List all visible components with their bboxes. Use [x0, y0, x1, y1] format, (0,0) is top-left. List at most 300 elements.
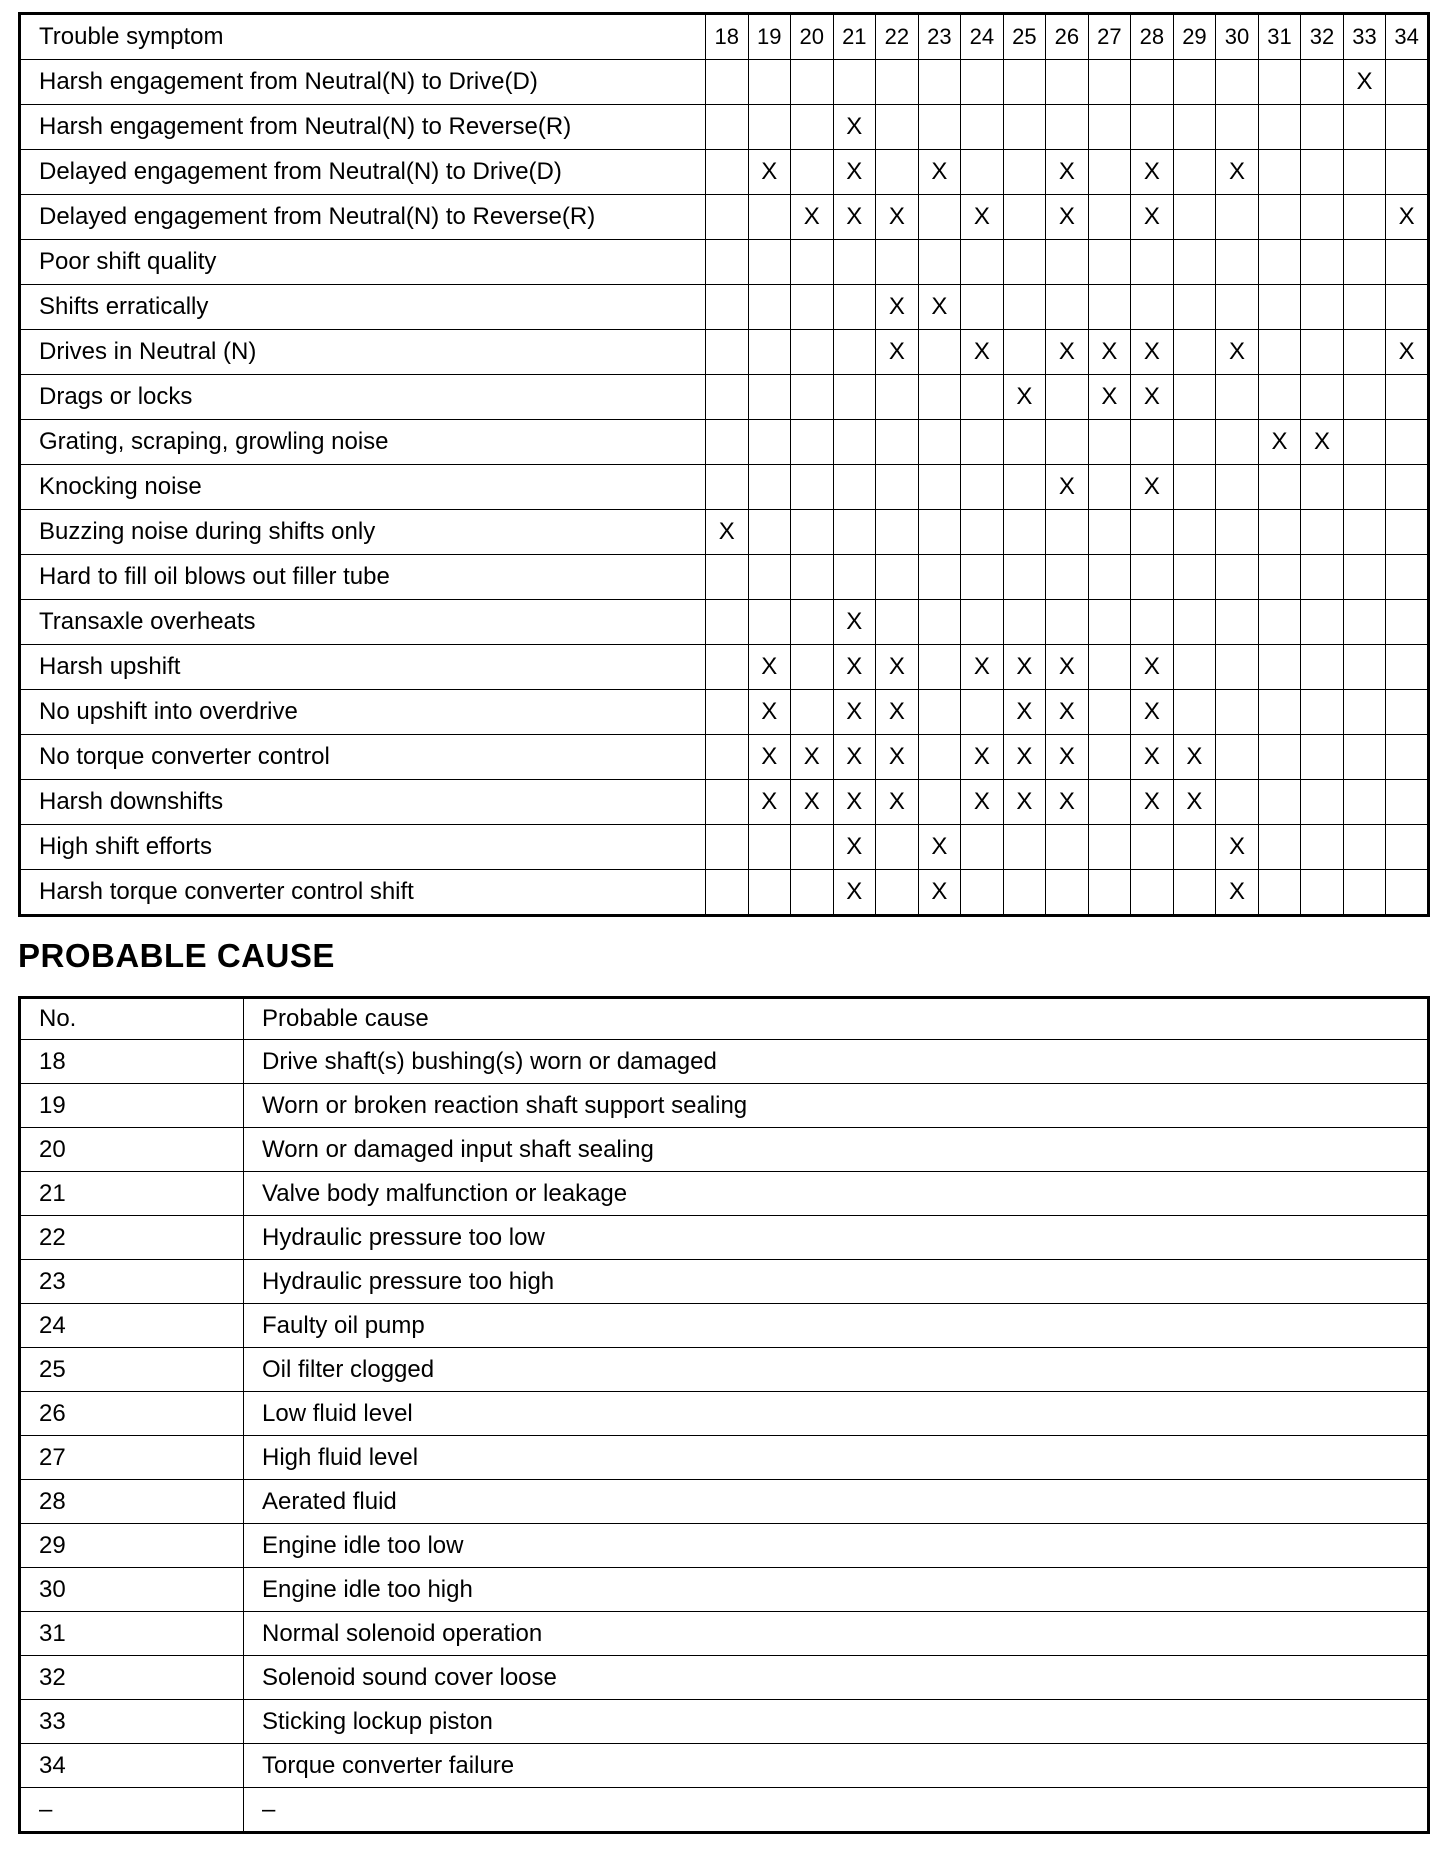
cause-mark-cell [1131, 510, 1174, 555]
cause-mark-cell: X [1003, 735, 1046, 780]
cause-mark-cell [1088, 420, 1131, 465]
cause-mark-cell: X [961, 735, 1004, 780]
cause-mark-cell [706, 375, 749, 420]
cause-description: Engine idle too low [244, 1524, 1429, 1568]
cause-mark-cell [1386, 825, 1429, 870]
cause-mark-cell: X [1301, 420, 1344, 465]
cause-mark-cell: X [876, 645, 919, 690]
cause-mark-cell [1088, 555, 1131, 600]
cause-mark-cell [791, 825, 834, 870]
cause-mark-cell [1301, 870, 1344, 916]
cause-mark-cell [1343, 825, 1386, 870]
cause-description: Hydraulic pressure too low [244, 1216, 1429, 1260]
cause-mark-cell [1216, 555, 1259, 600]
cause-description: Hydraulic pressure too high [244, 1260, 1429, 1304]
cause-mark-cell [1173, 510, 1216, 555]
cause-mark-cell [1386, 510, 1429, 555]
cause-mark-cell [791, 510, 834, 555]
cause-mark-cell [961, 420, 1004, 465]
cause-mark-cell [1173, 420, 1216, 465]
cause-mark-cell [918, 690, 961, 735]
symptom-label: Harsh torque converter control shift [20, 870, 706, 916]
cause-mark-cell [748, 420, 791, 465]
cause-mark-cell [1216, 465, 1259, 510]
cause-description: Low fluid level [244, 1392, 1429, 1436]
symptom-label: Delayed engagement from Neutral(N) to Drive(D) [20, 150, 706, 195]
cause-mark-cell: X [1046, 735, 1089, 780]
cause-mark-cell [1003, 510, 1046, 555]
symptom-label: Harsh downshifts [20, 780, 706, 825]
cause-row [20, 1348, 1429, 1392]
cause-description: Oil filter clogged [244, 1348, 1429, 1392]
cause-mark-cell: X [833, 780, 876, 825]
cause-description: Sticking lockup piston [244, 1700, 1429, 1744]
cause-mark-cell [1258, 375, 1301, 420]
cause-mark-cell [1003, 870, 1046, 916]
cause-mark-cell [1046, 240, 1089, 285]
cause-mark-cell [833, 465, 876, 510]
cause-mark-cell [1173, 825, 1216, 870]
cause-mark-cell [1088, 825, 1131, 870]
cause-mark-cell [1173, 555, 1216, 600]
cause-mark-cell [748, 870, 791, 916]
symptom-label: Harsh engagement from Neutral(N) to Reverse(R) [20, 105, 706, 150]
symptom-row [20, 870, 1429, 916]
cause-mark-cell [748, 375, 791, 420]
symptom-row [20, 150, 1429, 195]
cause-mark-cell [706, 870, 749, 916]
cause-mark-cell [1131, 105, 1174, 150]
cause-mark-cell [1258, 870, 1301, 916]
cause-mark-cell [706, 150, 749, 195]
cause-description: Faulty oil pump [244, 1304, 1429, 1348]
cause-mark-cell: X [791, 195, 834, 240]
cause-mark-cell [1003, 600, 1046, 645]
cause-row [20, 1788, 1429, 1833]
cause-mark-cell [748, 330, 791, 375]
cause-mark-cell [876, 240, 919, 285]
cause-mark-cell [791, 690, 834, 735]
cause-mark-cell [876, 600, 919, 645]
cause-header-row [20, 998, 1429, 1040]
cause-mark-cell [1003, 105, 1046, 150]
cause-mark-cell [791, 330, 834, 375]
symptom-label: Delayed engagement from Neutral(N) to Reverse(R) [20, 195, 706, 240]
cause-mark-cell: X [876, 690, 919, 735]
cause-mark-cell [1046, 600, 1089, 645]
cause-mark-cell [1131, 60, 1174, 105]
cause-column-header: 18 [706, 14, 749, 60]
cause-mark-cell [1343, 780, 1386, 825]
cause-mark-cell [918, 195, 961, 240]
cause-mark-cell [1216, 645, 1259, 690]
cause-mark-cell [918, 105, 961, 150]
cause-mark-cell: X [961, 195, 1004, 240]
cause-mark-cell [1003, 150, 1046, 195]
cause-row [20, 1040, 1429, 1084]
cause-mark-cell [1046, 105, 1089, 150]
cause-mark-cell: X [833, 150, 876, 195]
cause-mark-cell [1386, 690, 1429, 735]
cause-mark-cell [1258, 285, 1301, 330]
cause-mark-cell [833, 420, 876, 465]
cause-mark-cell [1258, 465, 1301, 510]
cause-mark-cell [1343, 645, 1386, 690]
cause-mark-cell: X [1131, 330, 1174, 375]
symptom-row [20, 375, 1429, 420]
cause-mark-cell [791, 375, 834, 420]
cause-mark-cell [1386, 465, 1429, 510]
cause-mark-cell [1343, 195, 1386, 240]
cause-column-header: 33 [1343, 14, 1386, 60]
cause-mark-cell [1301, 105, 1344, 150]
cause-number: 20 [20, 1128, 244, 1172]
cause-mark-cell [1216, 420, 1259, 465]
cause-mark-cell [748, 600, 791, 645]
cause-mark-cell [1131, 285, 1174, 330]
cause-mark-cell [1258, 690, 1301, 735]
cause-column-header: 25 [1003, 14, 1046, 60]
cause-mark-cell [1131, 420, 1174, 465]
cause-description-header: Probable cause [244, 998, 1429, 1040]
cause-mark-cell [706, 60, 749, 105]
cause-mark-cell [791, 465, 834, 510]
cause-row [20, 1656, 1429, 1700]
cause-mark-cell [706, 195, 749, 240]
cause-mark-cell: X [1003, 645, 1046, 690]
cause-mark-cell: X [706, 510, 749, 555]
cause-mark-cell [876, 105, 919, 150]
cause-mark-cell [961, 825, 1004, 870]
cause-mark-cell: X [1386, 195, 1429, 240]
symptom-label: Grating, scraping, growling noise [20, 420, 706, 465]
cause-mark-cell: X [1046, 195, 1089, 240]
cause-row [20, 1304, 1429, 1348]
cause-mark-cell [876, 510, 919, 555]
cause-mark-cell: X [961, 645, 1004, 690]
cause-column-header: 28 [1131, 14, 1174, 60]
cause-mark-cell [1088, 465, 1131, 510]
cause-mark-cell [1343, 465, 1386, 510]
cause-mark-cell: X [1131, 645, 1174, 690]
cause-mark-cell [1046, 825, 1089, 870]
cause-mark-cell: X [1343, 60, 1386, 105]
cause-mark-cell: X [1131, 735, 1174, 780]
cause-mark-cell [748, 195, 791, 240]
cause-mark-cell [1386, 870, 1429, 916]
cause-mark-cell: X [1088, 375, 1131, 420]
cause-mark-cell [748, 285, 791, 330]
cause-mark-cell: X [1046, 150, 1089, 195]
cause-mark-cell [1088, 510, 1131, 555]
cause-mark-cell [961, 375, 1004, 420]
cause-mark-cell [1173, 240, 1216, 285]
cause-mark-cell [1088, 735, 1131, 780]
cause-mark-cell [1088, 780, 1131, 825]
symptom-row [20, 555, 1429, 600]
cause-mark-cell [791, 240, 834, 285]
cause-mark-cell [1088, 645, 1131, 690]
cause-column-header: 34 [1386, 14, 1429, 60]
cause-mark-cell: X [1216, 150, 1259, 195]
cause-column-header: 19 [748, 14, 791, 60]
cause-column-header: 31 [1258, 14, 1301, 60]
cause-mark-cell: X [791, 735, 834, 780]
cause-mark-cell [706, 645, 749, 690]
symptom-row [20, 420, 1429, 465]
cause-mark-cell [791, 285, 834, 330]
cause-mark-cell [918, 375, 961, 420]
cause-mark-cell: X [833, 105, 876, 150]
cause-mark-cell: X [833, 870, 876, 916]
cause-row [20, 1524, 1429, 1568]
cause-mark-cell: X [1003, 690, 1046, 735]
cause-number: 31 [20, 1612, 244, 1656]
cause-mark-cell: X [876, 195, 919, 240]
cause-mark-cell [1046, 510, 1089, 555]
cause-mark-cell [1258, 825, 1301, 870]
trouble-symptom-header: Trouble symptom [20, 14, 706, 60]
cause-mark-cell [1131, 825, 1174, 870]
cause-mark-cell: X [918, 285, 961, 330]
cause-mark-cell [1343, 150, 1386, 195]
cause-mark-cell [961, 465, 1004, 510]
cause-mark-cell: X [1131, 465, 1174, 510]
cause-column-header: 30 [1216, 14, 1259, 60]
symptom-label: Hard to fill oil blows out filler tube [20, 555, 706, 600]
cause-mark-cell: X [918, 150, 961, 195]
cause-mark-cell [1301, 555, 1344, 600]
cause-mark-cell: X [1216, 870, 1259, 916]
cause-mark-cell [1386, 780, 1429, 825]
cause-description: Aerated fluid [244, 1480, 1429, 1524]
cause-mark-cell [706, 105, 749, 150]
cause-mark-cell [1046, 375, 1089, 420]
cause-mark-cell [1301, 645, 1344, 690]
cause-mark-cell [918, 555, 961, 600]
cause-mark-cell [1301, 510, 1344, 555]
cause-mark-cell [1301, 240, 1344, 285]
cause-mark-cell [1003, 330, 1046, 375]
cause-mark-cell: X [748, 780, 791, 825]
cause-number: 21 [20, 1172, 244, 1216]
cause-mark-cell: X [1131, 375, 1174, 420]
cause-mark-cell [1088, 60, 1131, 105]
cause-mark-cell [961, 150, 1004, 195]
probable-cause-table [18, 996, 1430, 1834]
cause-mark-cell: X [833, 690, 876, 735]
cause-mark-cell [1216, 600, 1259, 645]
cause-mark-cell [1343, 870, 1386, 916]
cause-mark-cell [1386, 60, 1429, 105]
cause-mark-cell [1046, 870, 1089, 916]
cause-row [20, 1128, 1429, 1172]
cause-mark-cell [1173, 330, 1216, 375]
cause-number: 26 [20, 1392, 244, 1436]
cause-mark-cell [1386, 420, 1429, 465]
symptom-label: Poor shift quality [20, 240, 706, 285]
cause-mark-cell [1386, 285, 1429, 330]
cause-mark-cell [706, 330, 749, 375]
cause-row [20, 1084, 1429, 1128]
cause-mark-cell [1173, 375, 1216, 420]
cause-mark-cell: X [833, 195, 876, 240]
cause-mark-cell [706, 780, 749, 825]
cause-mark-cell [918, 600, 961, 645]
cause-mark-cell [1258, 780, 1301, 825]
cause-mark-cell: X [876, 330, 919, 375]
cause-number: 22 [20, 1216, 244, 1260]
cause-mark-cell [1003, 240, 1046, 285]
cause-mark-cell [1301, 465, 1344, 510]
cause-mark-cell [791, 600, 834, 645]
cause-mark-cell [706, 690, 749, 735]
cause-mark-cell [706, 465, 749, 510]
cause-mark-cell [1258, 510, 1301, 555]
cause-mark-cell [1301, 690, 1344, 735]
cause-mark-cell [1258, 735, 1301, 780]
cause-mark-cell [1386, 645, 1429, 690]
cause-mark-cell [1343, 510, 1386, 555]
cause-mark-cell [706, 600, 749, 645]
cause-mark-cell [791, 870, 834, 916]
cause-mark-cell [1301, 330, 1344, 375]
cause-mark-cell: X [833, 825, 876, 870]
cause-mark-cell [1386, 375, 1429, 420]
cause-mark-cell [1301, 150, 1344, 195]
cause-mark-cell [1343, 240, 1386, 285]
cause-description: Valve body malfunction or leakage [244, 1172, 1429, 1216]
cause-mark-cell [1301, 780, 1344, 825]
symptom-label: Knocking noise [20, 465, 706, 510]
cause-mark-cell: X [833, 600, 876, 645]
cause-mark-cell [1258, 240, 1301, 285]
cause-mark-cell [1003, 420, 1046, 465]
cause-mark-cell [1216, 510, 1259, 555]
cause-mark-cell [961, 240, 1004, 285]
cause-mark-cell: X [748, 645, 791, 690]
cause-mark-cell: X [748, 150, 791, 195]
cause-mark-cell [1343, 285, 1386, 330]
cause-description: Drive shaft(s) bushing(s) worn or damaged [244, 1040, 1429, 1084]
cause-column-header: 24 [961, 14, 1004, 60]
cause-mark-cell [1301, 600, 1344, 645]
cause-mark-cell [706, 240, 749, 285]
cause-mark-cell: X [748, 735, 791, 780]
cause-column-header: 32 [1301, 14, 1344, 60]
symptom-row [20, 60, 1429, 105]
cause-mark-cell [1258, 150, 1301, 195]
cause-mark-cell [748, 825, 791, 870]
cause-mark-cell [706, 420, 749, 465]
cause-mark-cell: X [1131, 780, 1174, 825]
cause-mark-cell [1386, 555, 1429, 600]
cause-mark-cell: X [791, 780, 834, 825]
cause-mark-cell [833, 375, 876, 420]
cause-mark-cell [1003, 825, 1046, 870]
cause-mark-cell: X [1003, 780, 1046, 825]
cause-mark-cell [833, 240, 876, 285]
cause-mark-cell [1301, 195, 1344, 240]
cause-mark-cell [748, 60, 791, 105]
cause-mark-cell: X [1046, 780, 1089, 825]
cause-mark-cell [748, 465, 791, 510]
cause-mark-cell [1258, 60, 1301, 105]
cause-mark-cell [1046, 60, 1089, 105]
cause-number: 19 [20, 1084, 244, 1128]
cause-mark-cell [1046, 420, 1089, 465]
cause-mark-cell [1343, 420, 1386, 465]
cause-mark-cell [791, 150, 834, 195]
cause-mark-cell [706, 285, 749, 330]
symptom-row [20, 285, 1429, 330]
cause-column-header: 21 [833, 14, 876, 60]
cause-mark-cell: X [1258, 420, 1301, 465]
cause-mark-cell [1216, 735, 1259, 780]
cause-mark-cell [918, 60, 961, 105]
cause-row [20, 1392, 1429, 1436]
cause-number: 25 [20, 1348, 244, 1392]
cause-mark-cell [961, 555, 1004, 600]
cause-mark-cell [1088, 150, 1131, 195]
cause-mark-cell [918, 330, 961, 375]
cause-row [20, 1172, 1429, 1216]
cause-mark-cell [961, 510, 1004, 555]
cause-mark-cell [748, 510, 791, 555]
cause-mark-cell [1173, 195, 1216, 240]
cause-mark-cell [1088, 870, 1131, 916]
cause-mark-cell [1216, 60, 1259, 105]
cause-column-header: 20 [791, 14, 834, 60]
cause-mark-cell [1003, 60, 1046, 105]
cause-mark-cell [1088, 105, 1131, 150]
cause-mark-cell: X [833, 645, 876, 690]
cause-mark-cell [1386, 240, 1429, 285]
cause-mark-cell [961, 285, 1004, 330]
cause-mark-cell [1343, 105, 1386, 150]
cause-mark-cell [1046, 555, 1089, 600]
cause-number: 29 [20, 1524, 244, 1568]
cause-mark-cell [1131, 870, 1174, 916]
cause-mark-cell [876, 870, 919, 916]
cause-mark-cell [1301, 825, 1344, 870]
cause-row [20, 1612, 1429, 1656]
cause-row [20, 1216, 1429, 1260]
cause-description: Torque converter failure [244, 1744, 1429, 1788]
symptom-row [20, 465, 1429, 510]
cause-mark-cell: X [1088, 330, 1131, 375]
cause-mark-cell: X [748, 690, 791, 735]
symptom-row [20, 330, 1429, 375]
cause-description: Solenoid sound cover loose [244, 1656, 1429, 1700]
probable-cause-heading: PROBABLE CAUSE [18, 937, 335, 974]
cause-mark-cell [1131, 555, 1174, 600]
cause-mark-cell [876, 555, 919, 600]
cause-mark-cell [876, 825, 919, 870]
cause-mark-cell [1301, 735, 1344, 780]
symptom-label: High shift efforts [20, 825, 706, 870]
cause-number: 28 [20, 1480, 244, 1524]
cause-row [20, 1436, 1429, 1480]
cause-mark-cell: X [1131, 150, 1174, 195]
cause-mark-cell: X [1003, 375, 1046, 420]
cause-row [20, 1260, 1429, 1304]
cause-mark-cell [1131, 600, 1174, 645]
cause-mark-cell [1258, 645, 1301, 690]
cause-mark-cell [1301, 60, 1344, 105]
cause-mark-cell: X [1386, 330, 1429, 375]
cause-mark-cell [1343, 555, 1386, 600]
